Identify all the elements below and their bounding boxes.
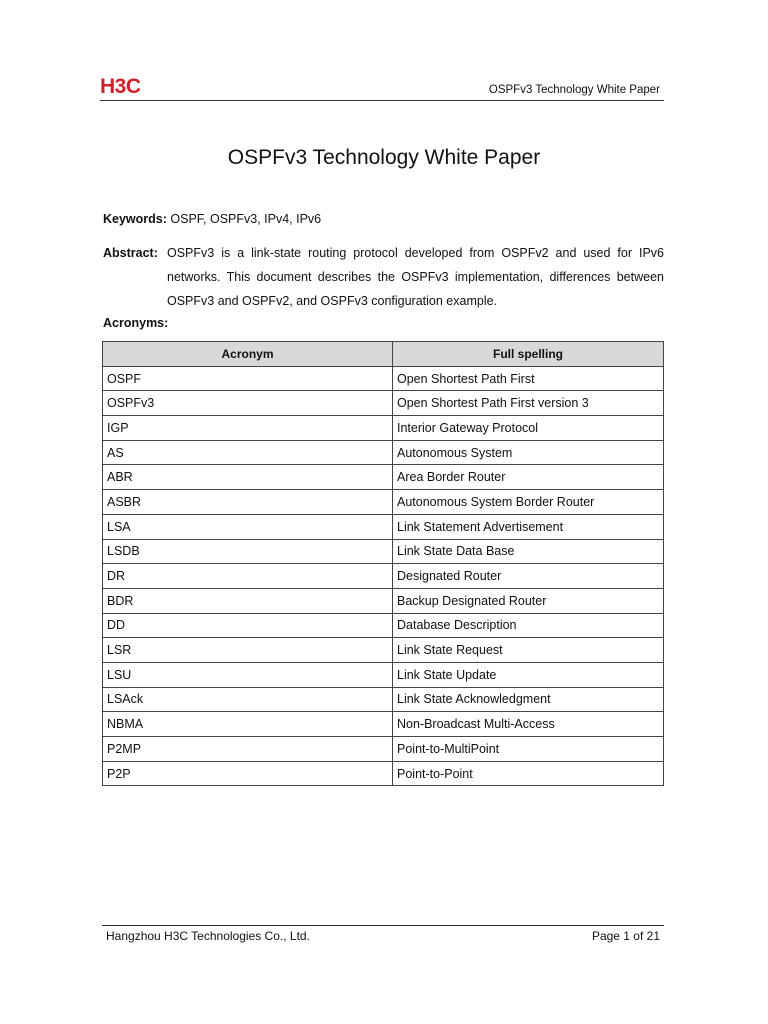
page-footer [102,925,664,943]
cell-full-spelling: Link State Request [393,638,664,663]
keywords-label: Keywords: [103,212,167,226]
abstract-text: OSPFv3 is a link-state routing protocol developed from OSPFv2 and used for IPv6 networks. This document describes the OSPFv3 implementation, differences between OSPFv3 and OSPFv2, and OSPFv3 configuration example. [167,246,664,308]
cell-acronym: IGP [103,416,393,441]
table-row [103,391,664,416]
abstract-label: Abstract: [103,246,158,260]
cell-full-spelling: Link State Acknowledgment [393,687,664,712]
cell-acronym: LSU [103,662,393,687]
cell-full-spelling: Autonomous System Border Router [393,490,664,515]
cell-full-spelling: Autonomous System [393,440,664,465]
acronyms-label: Acronyms: [103,316,169,330]
cell-full-spelling: Designated Router [393,564,664,589]
table-row [103,416,664,441]
cell-full-spelling: Point-to-MultiPoint [393,737,664,762]
cell-acronym: P2MP [103,737,393,762]
footer-company: Hangzhou H3C Technologies Co., Ltd. [106,929,310,943]
table-row [103,737,664,762]
h3c-logo [100,76,172,96]
table-row [103,687,664,712]
table-row [103,613,664,638]
cell-full-spelling: Non-Broadcast Multi-Access [393,712,664,737]
table-row [103,539,664,564]
table-body [103,366,664,786]
cell-full-spelling: Interior Gateway Protocol [393,416,664,441]
cell-acronym: DR [103,564,393,589]
cell-acronym: DD [103,613,393,638]
cell-acronym: ABR [103,465,393,490]
cell-full-spelling: Open Shortest Path First [393,366,664,391]
table-row [103,490,664,515]
abstract-block [103,241,664,313]
table-header-row [103,342,664,367]
cell-acronym: LSR [103,638,393,663]
table-row [103,514,664,539]
cell-full-spelling: Link State Update [393,662,664,687]
page-header [100,76,664,101]
document-title: OSPFv3 Technology White Paper [227,146,541,169]
cell-acronym: P2P [103,761,393,786]
cell-full-spelling: Database Description [393,613,664,638]
cell-full-spelling: Link State Data Base [393,539,664,564]
cell-full-spelling: Link Statement Advertisement [393,514,664,539]
table-row [103,465,664,490]
cell-acronym: LSA [103,514,393,539]
cell-acronym: OSPF [103,366,393,391]
cell-full-spelling: Area Border Router [393,465,664,490]
keywords-line [103,212,321,226]
header-title: OSPFv3 Technology White Paper [488,84,660,96]
cell-full-spelling: Open Shortest Path First version 3 [393,391,664,416]
table-row [103,588,664,613]
cell-acronym: OSPFv3 [103,391,393,416]
cell-acronym: LSAck [103,687,393,712]
cell-acronym: LSDB [103,539,393,564]
keywords-value: OSPF, OSPFv3, IPv4, IPv6 [170,212,322,226]
svg-text:H3C: H3C [100,76,141,96]
acronyms-table [102,341,664,786]
table-row [103,440,664,465]
footer-page-number: Page 1 of 21 [591,929,660,943]
table-row [103,662,664,687]
cell-acronym: BDR [103,588,393,613]
cell-acronym: AS [103,440,393,465]
cell-acronym: NBMA [103,712,393,737]
table-row [103,761,664,786]
cell-full-spelling: Point-to-Point [393,761,664,786]
table-row [103,366,664,391]
column-header-full-spelling: Full spelling [393,342,664,367]
table-row [103,564,664,589]
cell-acronym: ASBR [103,490,393,515]
table-row [103,712,664,737]
cell-full-spelling: Backup Designated Router [393,588,664,613]
column-header-acronym: Acronym [103,342,393,367]
table-row [103,638,664,663]
